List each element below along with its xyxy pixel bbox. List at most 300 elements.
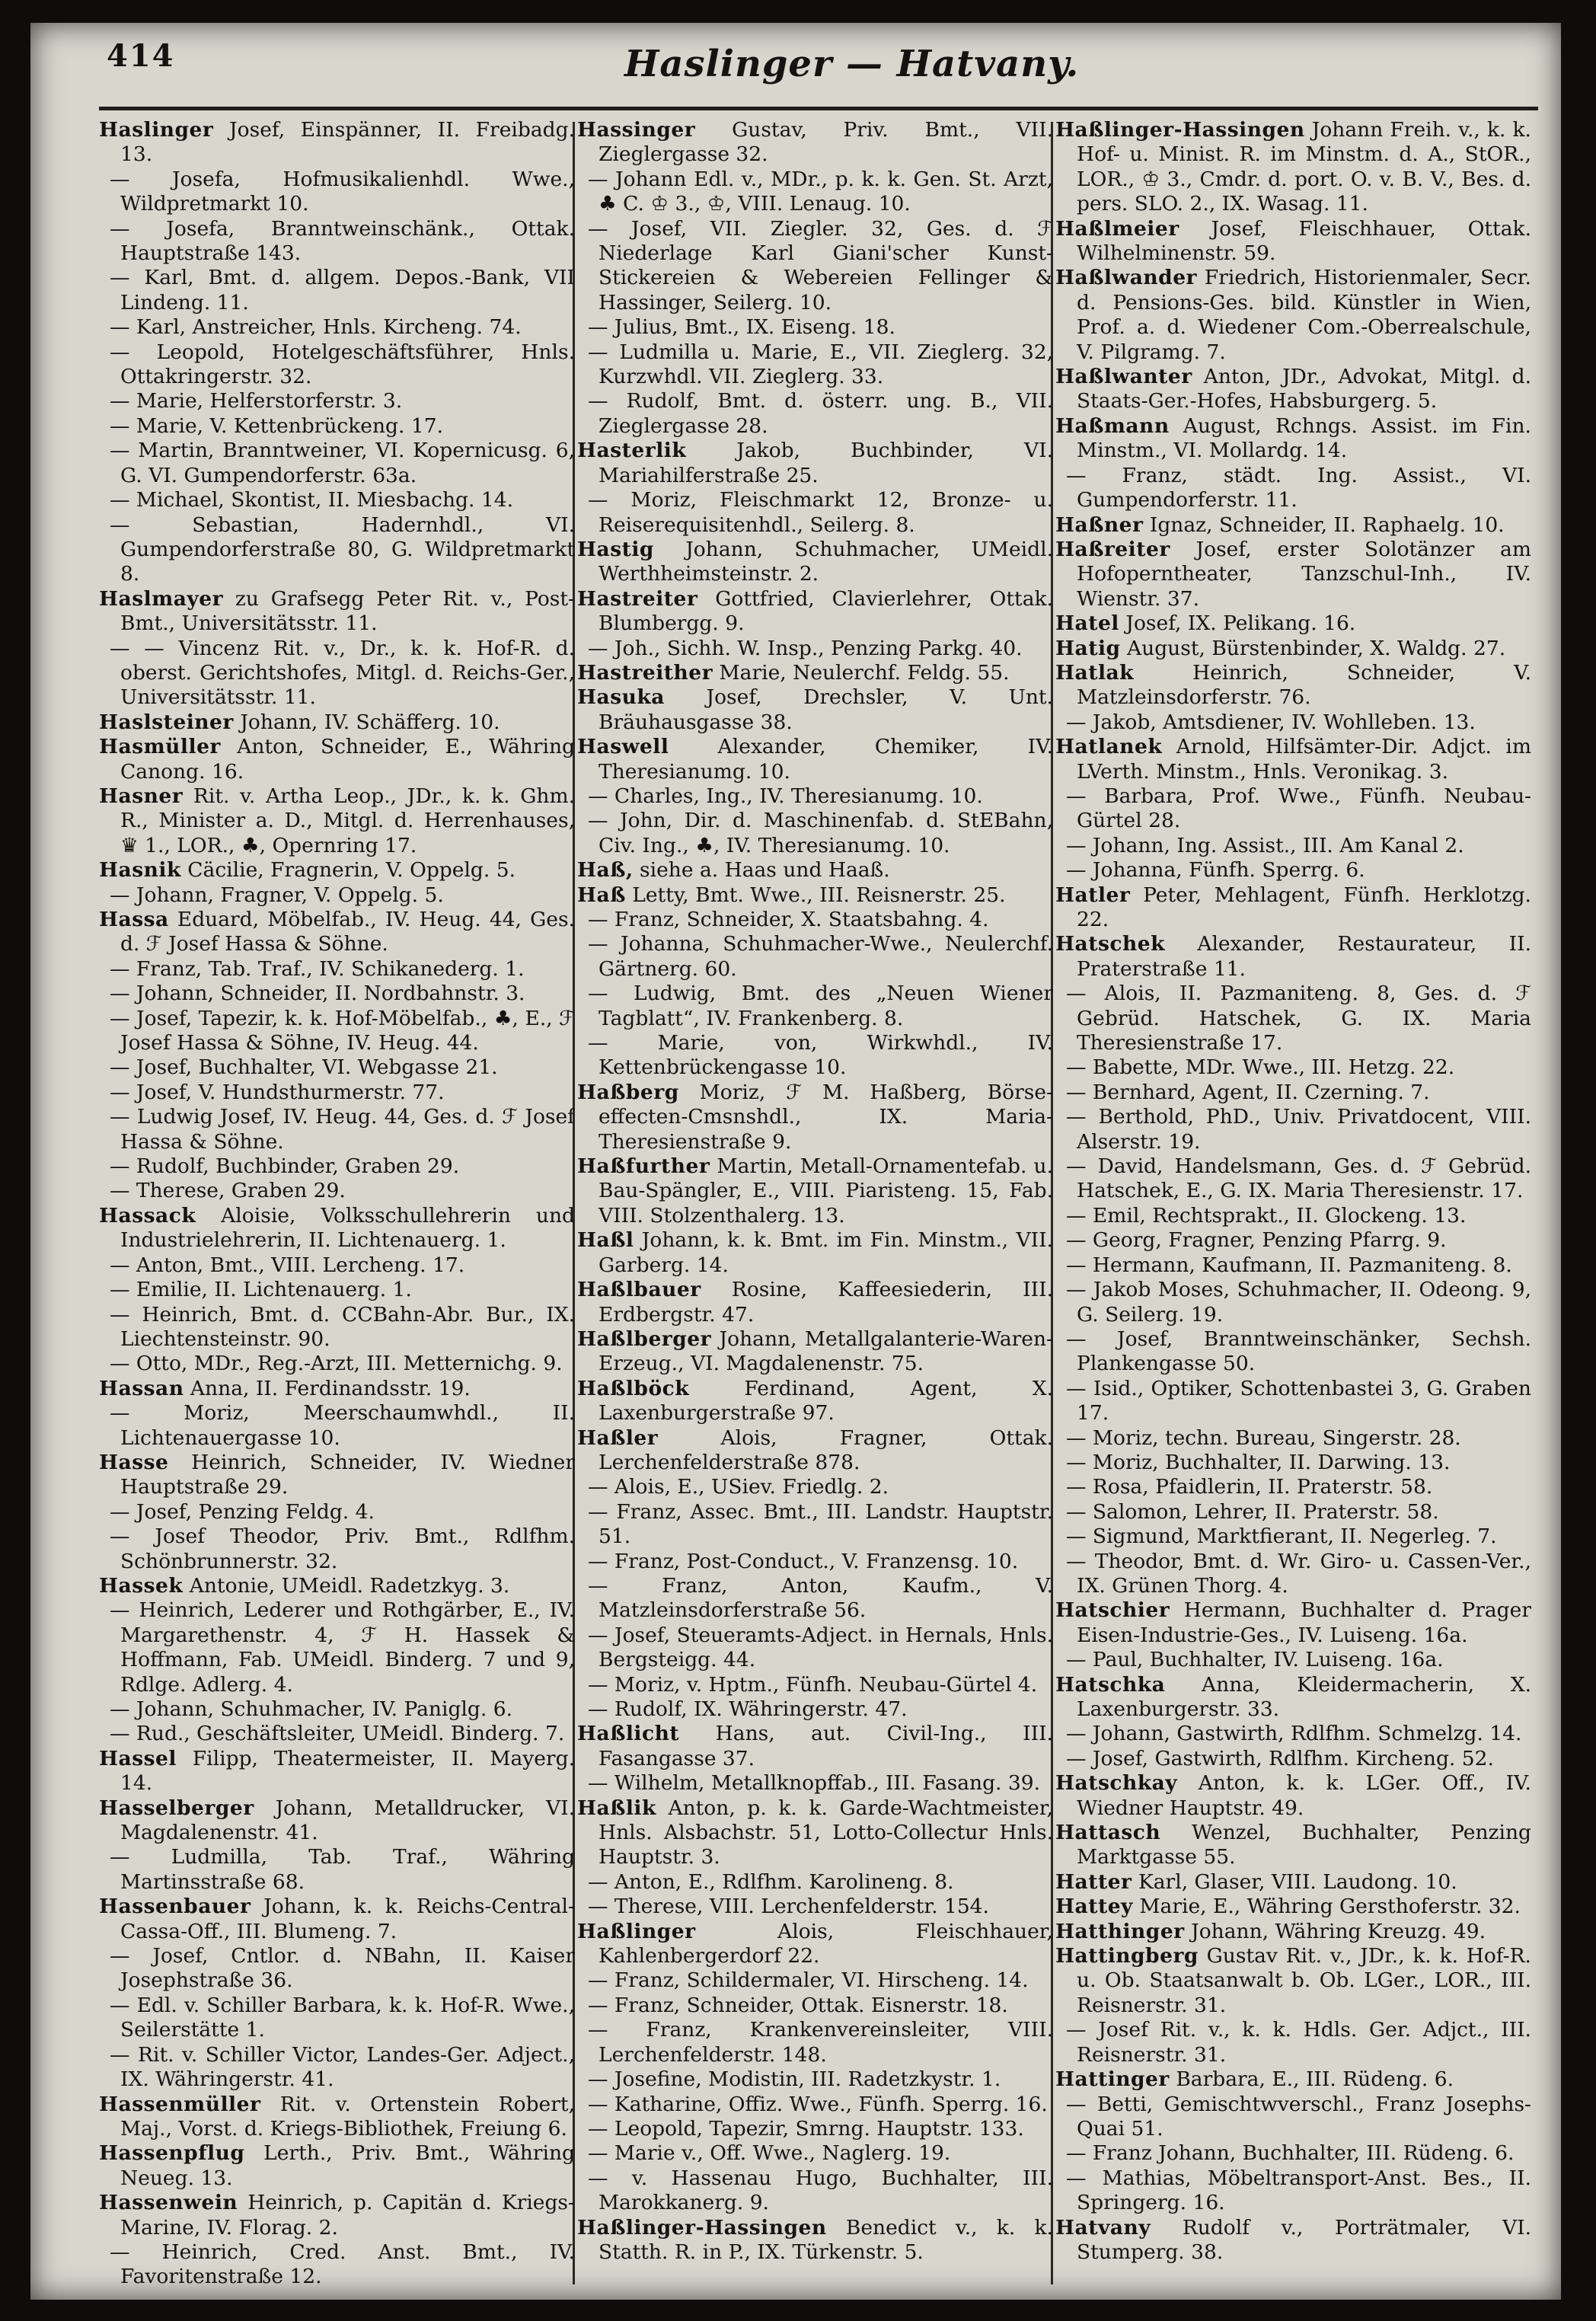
entry-surname: Haßberg: [577, 1080, 679, 1104]
directory-entry: [577, 1697, 1053, 1722]
entry-text: Aloisie, Volksschullehrerin und Industrielehrerin, II. Lichtenauerg. 1.: [120, 1203, 575, 1253]
directory-entry: [1055, 982, 1531, 1055]
directory-entry: [1055, 1327, 1531, 1377]
entry-surname: Hasner: [99, 784, 184, 808]
directory-entry: [577, 1475, 1053, 1499]
entry-text: — Franz, Tab. Traf., IV. Schikanederg. 1.: [110, 956, 525, 981]
entry-text: — Moriz, Meerschaumwhdl., II. Lichtenauergasse 10.: [110, 1401, 575, 1450]
entry-text: Ferdinand, Agent, X. Laxenburgerstraße 97.: [598, 1376, 1053, 1425]
entry-text: — Josef, V. Hundsthurmerstr. 77.: [110, 1080, 445, 1104]
directory-entry: [99, 118, 575, 168]
entry-surname: Hastreither: [577, 660, 713, 685]
entry-surname: Hassenwein: [99, 2191, 238, 2215]
directory-entry: [99, 735, 575, 784]
directory-entry: [1055, 1598, 1531, 1648]
directory-entry: [1055, 611, 1531, 636]
directory-entry: [1055, 1920, 1531, 1944]
entry-surname: Haßlmeier: [1055, 216, 1179, 241]
directory-entry: [577, 1771, 1053, 1796]
directory-entry: [99, 2240, 575, 2288]
directory-entry: [577, 168, 1053, 217]
entry-text: — Jakob Moses, Schuhmacher, II. Odeong. 9, G. Seilerg. 19.: [1066, 1278, 1531, 1327]
entry-text: — Heinrich, Lederer und Rothgärber, E., IV. Margarethenstr. 4, ℱ H. Hassek & Hoffmann, Fab. UMeidl. Binderg. 7 und 9, Rdlge. Adlerg. 4.: [110, 1598, 575, 1697]
directory-entry: [1055, 464, 1531, 513]
directory-entry: [99, 1944, 575, 1994]
entry-text: siehe a. Haas und Haaß.: [640, 858, 890, 883]
entry-surname: Hassack: [99, 1203, 196, 1228]
entry-text: Josef, IX. Pelikang. 16.: [1125, 611, 1356, 636]
entry-text: Heinrich, Schneider, IV. Wiedner Hauptstraße 29.: [120, 1450, 575, 1499]
entry-text: Gustav Rit. v., JDr., k. k. Hof-R. u. Ob. Staatsanwalt b. Ob. LGer., LOR., III. Reisnerstr. 31.: [1077, 1944, 1531, 2017]
entry-surname: Haslinger: [99, 118, 214, 142]
entry-text: — Heinrich, Bmt. d. CCBahn-Abr. Bur., IX. Liechtensteinstr. 90.: [110, 1302, 575, 1351]
entry-text: — Emilie, II. Lichtenauerg. 1.: [110, 1278, 412, 1302]
entry-text: Alexander, Restaurateur, II. Praterstraße 11.: [1077, 932, 1531, 981]
directory-entry: [1055, 1821, 1531, 1870]
entry-text: — Betti, Gemischtwverschl., Franz Josephs-Quai 51.: [1066, 2092, 1531, 2141]
entry-text: — Josef, Penzing Feldg. 4.: [110, 1499, 375, 1524]
entry-surname: Hasnik: [99, 858, 181, 883]
entry-text: — Salomon, Lehrer, II. Praterstr. 58.: [1066, 1499, 1439, 1524]
directory-entry: [1055, 2093, 1531, 2142]
directory-entry: [99, 587, 575, 637]
directory-entry: [1055, 1278, 1531, 1327]
entry-text: Heinrich, Schneider, V. Matzleinsdorferstr. 76.: [1077, 660, 1531, 710]
entry-text: — Johanna, Fünfh. Sperrg. 6.: [1066, 858, 1365, 883]
directory-entry: [577, 1994, 1053, 2018]
directory-entry: [99, 1598, 575, 1697]
directory-entry: [1055, 1944, 1531, 2018]
entry-text: — Jakob, Amtsdiener, IV. Wohlleben. 13.: [1066, 710, 1476, 734]
entry-text: Peter, Mehlagent, Fünfh. Herklotzg. 22.: [1077, 883, 1531, 931]
directory-entry: [1055, 1524, 1531, 1549]
directory-entry: [577, 2166, 1053, 2216]
directory-entry: [99, 1154, 575, 1179]
entry-text: — Leopold, Tapezir, Smrng. Hauptstr. 133.: [588, 2116, 1024, 2141]
directory-entry: [577, 439, 1053, 488]
directory-entry: [577, 340, 1053, 390]
directory-entry: [1055, 266, 1531, 365]
entry-surname: Hatlanek: [1055, 735, 1163, 759]
entry-text: — Isid., Optiker, Schottenbastei 3, G. Graben 17.: [1066, 1376, 1531, 1425]
entry-surname: Hatel: [1055, 611, 1119, 636]
entry-text: Wenzel, Buchhalter, Penzing Marktgasse 55.: [1077, 1821, 1531, 1869]
directory-entry: [99, 2043, 575, 2093]
directory-entry: [99, 1007, 575, 1056]
directory-entry: [1055, 2018, 1531, 2067]
entry-text: Anton, p. k. k. Garde-Wachtmeister, Hnls. Alsbachstr. 51, Lotto-Collectur Hnls. Hauptstr. 3.: [598, 1796, 1053, 1869]
entry-text: Benedict v., k. k. Statth. R. in P., IX. Türkenstr. 5.: [598, 2215, 1053, 2264]
entry-text: — Rudolf, IX. Währingerstr. 47.: [588, 1697, 908, 1721]
directory-entry: [99, 217, 575, 267]
entry-text: Cäcilie, Fragnerin, V. Oppelg. 5.: [187, 858, 516, 883]
entry-text: Rit. v. Artha Leop., JDr., k. k. Ghm. R., Minister a. D., Mitgl. d. Herrenhauses, ♛ 1., LOR., ♣, Opernring 17.: [120, 784, 575, 857]
entry-text: — Rit. v. Schiller Victor, Landes-Ger. Adject., IX. Währingerstr. 41.: [110, 2042, 575, 2092]
entry-surname: Haslsteiner: [99, 710, 234, 734]
directory-entry: [99, 439, 575, 488]
directory-entry: [1055, 1154, 1531, 1204]
entry-text: — Karl, Bmt. d. allgem. Depos.-Bank, VII Lindeng. 11.: [110, 266, 575, 314]
entry-surname: Hatthinger: [1055, 1919, 1185, 1943]
entry-text: — Barbara, Prof. Wwe., Fünfh. Neubau-Gürtel 28.: [1066, 784, 1531, 833]
directory-entry: [99, 2093, 575, 2142]
entry-text: — Josef, Cntlor. d. NBahn, II. Kaiser Josephstraße 36.: [110, 1944, 575, 1993]
entry-text: Hermann, Buchhalter d. Prager Eisen-Industrie-Ges., IV. Luiseng. 16a.: [1077, 1598, 1531, 1647]
entry-text: — Rudolf, Bmt. d. österr. ung. B., VII. Zieglergasse 28.: [588, 389, 1053, 438]
directory-entry: [99, 340, 575, 390]
entry-surname: Hasuka: [577, 685, 665, 710]
entry-text: — Berthold, PhD., Univ. Privatdocent, VIII. Alserstr. 19.: [1066, 1105, 1531, 1154]
directory-entry: [577, 809, 1053, 858]
directory-entry: [99, 982, 575, 1006]
directory-entry: [1055, 538, 1531, 611]
entry-text: — Johann, Gastwirth, Rdlfhm. Schmelzg. 14.: [1066, 1722, 1522, 1746]
entry-text: — Joh., Sichh. W. Insp., Penzing Parkg. 40.: [588, 636, 1023, 660]
directory-entry: [577, 1031, 1053, 1081]
directory-entry: [577, 1327, 1053, 1377]
directory-entry: [99, 1303, 575, 1352]
entry-text: Rudolf v., Porträtmaler, VI. Stumperg. 38.: [1077, 2215, 1531, 2264]
directory-entry: [1055, 883, 1531, 933]
entry-text: — Moriz, Buchhalter, II. Darwing. 13.: [1066, 1450, 1451, 1474]
entry-text: Filipp, Theatermeister, II. Mayerg. 14.: [120, 1746, 575, 1796]
entry-text: Johann, Metalldrucker, VI. Magdalenenstr. 41.: [120, 1796, 575, 1845]
entry-text: — Marie, Helferstorferstr. 3.: [110, 389, 403, 413]
directory-entry: [1055, 1550, 1531, 1599]
directory-entry: [577, 784, 1053, 809]
entry-surname: Hasselberger: [99, 1796, 254, 1820]
entry-text: — John, Dir. d. Maschinenfab. d. StEBahn, Civ. Ing., ♣, IV. Theresianumg. 10.: [588, 809, 1053, 857]
entry-surname: Hasse: [99, 1450, 169, 1474]
directory-entry: [577, 118, 1053, 168]
entry-text: Gustav, Priv. Bmt., VII. Zieglergasse 32.: [598, 118, 1053, 167]
entry-text: Antonie, UMeidl. Radetzkyg. 3.: [189, 1573, 510, 1598]
entry-surname: Haßlbauer: [577, 1278, 701, 1302]
entry-text: Alois, Fleischhauer, Kahlenbergerdorf 22.: [598, 1919, 1053, 1968]
directory-entry: [99, 1895, 575, 1944]
entry-text: — Alois, II. Pazmaniteng. 8, Ges. d. ℱ Gebrüd. Hatschek, G. IX. Maria Theresienstraße 17.: [1066, 982, 1531, 1055]
entry-surname: Hastig: [577, 537, 654, 561]
entry-text: — Franz, Krankenvereinsleiter, VIII. Lerchenfelderstr. 148.: [588, 2018, 1053, 2067]
directory-entry: [99, 414, 575, 439]
directory-entry: [1055, 1253, 1531, 1278]
directory-entry: [577, 858, 1053, 883]
directory-entry: [1055, 365, 1531, 414]
directory-entry: [577, 1081, 1053, 1154]
entry-surname: Haslmayer: [99, 586, 224, 611]
entry-text: Johann, IV. Schäfferg. 10.: [240, 710, 500, 734]
entry-text: — Josef, VII. Ziegler. 32, Ges. d. ℱ Niederlage Karl Giani'scher Kunst-Stickereien & Webereien Fellinger & Hassinger, Seilerg. 10.: [588, 216, 1053, 314]
directory-entry: [577, 1870, 1053, 1895]
directory-entry: [99, 1278, 575, 1302]
directory-entry: [99, 1994, 575, 2043]
entry-text: Lerth., Priv. Bmt., Währing Neueg. 13.: [120, 2141, 575, 2190]
entry-text: — Josefa, Hofmusikalienhdl. Wwe., Wildpretmarkt 10.: [110, 167, 575, 216]
entry-text: — Therese, Graben 29.: [110, 1179, 346, 1203]
directory-entry: [577, 2067, 1053, 2092]
directory-entry: [1055, 414, 1531, 464]
directory-entry: [1055, 1204, 1531, 1228]
entry-text: — Ludmilla, Tab. Traf., Währing Martinsstraße 68.: [110, 1845, 575, 1894]
entry-text: — Josef, Gastwirth, Rdlfhm. Kircheng. 52.: [1066, 1746, 1494, 1770]
entry-text: Gottfried, Clavierlehrer, Ottak. Blumbergg. 9.: [598, 586, 1053, 636]
directory-entry: [577, 1920, 1053, 1969]
entry-text: — Wilhelm, Metallknopffab., III. Fasang. 39.: [588, 1771, 1041, 1796]
directory-entry: [577, 661, 1053, 685]
entry-text: — Franz, Anton, Kaufm., V. Matzleinsdorferstraße 56.: [588, 1573, 1053, 1623]
column-3: [1055, 118, 1531, 2288]
entry-surname: Haß: [577, 883, 626, 907]
directory-entry: [1055, 1228, 1531, 1253]
entry-text: — Josef Theodor, Priv. Bmt., Rdlfhm. Schönbrunnerstr. 32.: [110, 1524, 575, 1573]
directory-entry: [1055, 1747, 1531, 1771]
entry-text: — Franz, Schneider, X. Staatsbahng. 4.: [588, 908, 989, 931]
entry-text: — Theodor, Bmt. d. Wr. Giro- u. Cassen-Ver., IX. Grünen Thorg. 4.: [1066, 1549, 1531, 1598]
directory-entry: [99, 1253, 575, 1278]
entry-text: — Paul, Buchhalter, IV. Luiseng. 16a.: [1066, 1648, 1444, 1672]
entry-text: — Franz, städt. Ing. Assist., VI. Gumpendorferstr. 11.: [1066, 463, 1531, 512]
entry-surname: Haßlinger-Hassingen: [1055, 118, 1305, 142]
entry-surname: Hattingberg: [1055, 1944, 1199, 1968]
entry-text: Marie, Neulerchf. Feldg. 55.: [719, 660, 1010, 685]
entry-text: — Marie v., Off. Wwe., Naglerg. 19.: [588, 2141, 951, 2166]
directory-entry: [99, 1574, 575, 1598]
directory-entry: [99, 883, 575, 908]
entry-text: — Anton, E., Rdlfhm. Karolineng. 8.: [588, 1869, 954, 1894]
entry-surname: Haßmann: [1055, 413, 1170, 438]
entry-text: — Josef, Buchhalter, VI. Webgasse 21.: [110, 1055, 498, 1080]
directory-entry: [1055, 858, 1531, 883]
directory-entry: [99, 315, 575, 340]
entry-surname: Hatlak: [1055, 660, 1135, 685]
directory-entry: [577, 1623, 1053, 1673]
directory-entry: [99, 710, 575, 735]
entry-text: — Johann, Ing. Assist., III. Am Kanal 2.: [1066, 833, 1464, 857]
entry-text: Johann, Schuhmacher, UMeidl. Werthheimsteinstr. 2.: [598, 537, 1053, 586]
entry-text: — Rudolf, Buchbinder, Graben 29.: [110, 1154, 460, 1179]
directory-entry: [99, 1524, 575, 1574]
directory-entry: [99, 957, 575, 982]
entry-text: — Franz, Schildermaler, VI. Hirscheng. 14.: [588, 1968, 1029, 1993]
entry-surname: Haßlberger: [577, 1327, 712, 1351]
entry-surname: Hattinger: [1055, 2067, 1170, 2092]
directory-entry: [99, 637, 575, 710]
entry-text: — Josef, Branntweinschänker, Sechsh. Plankengasse 50.: [1066, 1327, 1531, 1376]
entry-text: — Franz, Assec. Bmt., III. Landstr. Hauptstr. 51.: [588, 1499, 1053, 1549]
directory-entry: [99, 266, 575, 315]
directory-entry: [577, 908, 1053, 932]
entry-text: Johann, k. k. Reichs-Central-Cassa-Off., III. Blumeng. 7.: [120, 1895, 575, 1943]
entry-text: — Emil, Rechtsprakt., II. Glockeng. 13.: [1066, 1203, 1467, 1228]
directory-entry: [577, 2093, 1053, 2117]
entry-text: Josef, erster Solotänzer am Hofoperntheater, Tanzschul-Inh., IV. Wienstr. 37.: [1077, 537, 1531, 611]
entry-surname: Hassenmüller: [99, 2092, 261, 2116]
entry-surname: Hattasch: [1055, 1821, 1161, 1845]
directory-entry: [577, 1154, 1053, 1228]
entry-text: Rit. v. Ortenstein Robert, Maj., Vorst. d. Kriegs-Bibliothek, Freiung 6.: [120, 2092, 575, 2141]
entry-surname: Haßlik: [577, 1796, 656, 1820]
directory-entry: [1055, 1426, 1531, 1451]
directory-entry: [577, 315, 1053, 340]
directory-entry: [99, 1451, 575, 1500]
directory-entry: [99, 1055, 575, 1080]
directory-entry: [99, 1401, 575, 1451]
entry-text: — Heinrich, Cred. Anst. Bmt., IV. Favoritenstraße 12.: [110, 2240, 575, 2288]
directory-entry: [1055, 118, 1531, 217]
directory-entry: [99, 2191, 575, 2240]
entry-text: Anna, II. Ferdinandsstr. 19.: [190, 1376, 471, 1400]
directory-entry: [1055, 1648, 1531, 1672]
entry-surname: Haßreiter: [1055, 537, 1170, 561]
entry-text: Jakob, Buchbinder, VI. Mariahilferstraße 25.: [598, 439, 1053, 487]
entry-surname: Hassinger: [577, 118, 696, 142]
entry-text: Johann, Währing Kreuzg. 49.: [1191, 1919, 1486, 1943]
directory-entry: [99, 784, 575, 858]
directory-entry: [99, 1105, 575, 1154]
entry-text: Johann, k. k. Bmt. im Fin. Minstm., VII. Garberg. 14.: [598, 1228, 1053, 1277]
entry-text: — Mathias, Möbeltransport-Anst. Bes., II. Springerg. 16.: [1066, 2166, 1531, 2215]
entry-surname: Hatschka: [1055, 1672, 1166, 1697]
entry-surname: Haßner: [1055, 512, 1144, 537]
entry-text: — Babette, MDr. Wwe., III. Hetzg. 22.: [1066, 1055, 1455, 1080]
directory-entry: [1055, 2141, 1531, 2166]
directory-entry: [577, 982, 1053, 1031]
entry-text: Moriz, ℱ M. Haßberg, Börse-effecten-Cmsnshdl., IX. Maria-Theresienstraße 9.: [598, 1080, 1053, 1154]
directory-entry: [1055, 710, 1531, 735]
directory-entry: [99, 1352, 575, 1376]
directory-entry: [1055, 1771, 1531, 1821]
entry-text: Eduard, Möbelfab., IV. Heug. 44, Ges. d. ℱ Josef Hassa & Söhne.: [120, 908, 575, 956]
entry-text: Barbara, E., III. Rüdeng. 6.: [1176, 2067, 1454, 2092]
directory-entry: [99, 513, 575, 587]
entry-surname: Hatter: [1055, 1869, 1132, 1894]
entry-text: zu Grafsegg Peter Rit. v., Post-Bmt., Universitätsstr. 11.: [120, 586, 575, 636]
entry-text: — Franz, Schneider, Ottak. Eisnerstr. 18.: [588, 1993, 1008, 2017]
directory-entry: [99, 1845, 575, 1895]
directory-entry: [577, 1722, 1053, 1771]
directory-entry: [99, 858, 575, 883]
entry-text: — Moriz, Fleischmarkt 12, Bronze- u. Reiserequisitenhdl., Seilerg. 8.: [588, 488, 1053, 537]
directory-page: [30, 23, 1561, 2300]
entry-surname: Haßlböck: [577, 1376, 690, 1400]
entry-text: — Johanna, Schuhmacher-Wwe., Neulerchf. Gärtnerg. 60.: [588, 932, 1053, 981]
entry-surname: Haßfurther: [577, 1154, 710, 1179]
entry-surname: Hatschier: [1055, 1598, 1170, 1623]
entry-surname: Hatig: [1055, 636, 1121, 660]
entry-surname: Hatvany: [1055, 2215, 1151, 2240]
entry-surname: Hassenbauer: [99, 1895, 251, 1919]
entry-surname: Haswell: [577, 735, 669, 759]
entry-text: Alexander, Chemiker, IV. Theresianumg. 10.: [598, 735, 1053, 784]
entry-text: — Rosa, Pfaidlerin, II. Praterstr. 58.: [1066, 1475, 1433, 1499]
entry-surname: Haßlinger: [577, 1919, 696, 1943]
entry-text: — Hermann, Kaufmann, II. Pazmaniteng. 8.: [1066, 1253, 1512, 1277]
directory-entry: [577, 1228, 1053, 1278]
entry-text: — Julius, Bmt., IX. Eiseng. 18.: [588, 315, 895, 340]
entry-text: — Johann, Fragner, V. Oppelg. 5.: [110, 883, 444, 907]
directory-entry: [99, 1179, 575, 1203]
entry-text: — Leopold, Hotelgeschäftsführer, Hnls. Ottakringerstr. 32.: [110, 340, 575, 389]
entry-text: — Ludwig, Bmt. des „Neuen Wiener Tagblatt“, IV. Frankenberg. 8.: [588, 982, 1053, 1030]
entry-text: Rosine, Kaffeesiederin, III. Erdbergstr. 47.: [598, 1278, 1053, 1327]
directory-entry: [577, 1500, 1053, 1550]
directory-entry: [577, 488, 1053, 538]
directory-entry: [577, 685, 1053, 735]
directory-entry: [99, 2141, 575, 2191]
entry-text: — Sebastian, Hadernhdl., VI. Gumpendorferstraße 80, G. Wildpretmarkt 8.: [110, 512, 575, 586]
entry-surname: Haßlwanter: [1055, 365, 1192, 389]
entry-surname: Haßlinger-Hassingen: [577, 2215, 827, 2240]
directory-entry: [577, 932, 1053, 982]
entry-surname: Hassan: [99, 1376, 184, 1400]
entry-text: Anna, Kleidermacherin, X. Laxenburgerstr. 33.: [1077, 1672, 1531, 1721]
entry-surname: Hatschek: [1055, 932, 1165, 956]
entry-text: — Therese, VIII. Lerchenfelderstr. 154.: [588, 1895, 989, 1919]
entry-surname: Hattey: [1055, 1895, 1133, 1919]
directory-entry: [99, 389, 575, 413]
entry-text: — Georg, Fragner, Penzing Pfarrg. 9.: [1066, 1228, 1447, 1253]
directory-entry: [1055, 217, 1531, 267]
directory-entry: [99, 1722, 575, 1746]
entry-surname: Hasmüller: [99, 735, 221, 759]
entry-text: — Josef, Steueramts-Adject. in Hernals, Hnls. Bergsteigg. 44.: [588, 1623, 1053, 1672]
directory-entry: [1055, 1722, 1531, 1746]
directory-entry: [1055, 2067, 1531, 2092]
entry-text: — Ludmilla u. Marie, E., VII. Zieglerg. 32, Kurzwhdl. VII. Zieglerg. 33.: [588, 340, 1053, 389]
directory-entry: [99, 488, 575, 512]
entry-surname: Haßlwander: [1055, 266, 1198, 290]
entry-text: — Johann, Schuhmacher, IV. Paniglg. 6.: [110, 1697, 513, 1721]
entry-surname: Hasterlik: [577, 439, 687, 463]
entry-surname: Hassa: [99, 908, 169, 931]
page-number: 414: [107, 38, 175, 74]
entry-text: August, Bürstenbinder, X. Waldg. 27.: [1126, 636, 1506, 660]
entry-text: — Franz Johann, Buchhalter, III. Rüdeng. 6.: [1066, 2141, 1515, 2166]
directory-entry: [577, 2117, 1053, 2141]
directory-entry: [1055, 513, 1531, 538]
directory-entry: [577, 1278, 1053, 1327]
entry-text: — Anton, Bmt., VIII. Lercheng. 17.: [110, 1253, 465, 1277]
directory-entry: [577, 1550, 1053, 1574]
entry-surname: Haß,: [577, 858, 634, 883]
directory-entry: [577, 2216, 1053, 2265]
directory-entry: [1055, 1377, 1531, 1426]
directory-entry: [577, 587, 1053, 637]
entry-text: — Marie, von, Wirkwhdl., IV. Kettenbrückengasse 10.: [588, 1031, 1053, 1080]
running-header: Haslinger — Hatvany.: [624, 43, 1080, 85]
entry-text: — Michael, Skontist, II. Miesbachg. 14.: [110, 488, 513, 512]
entry-text: Anton, Schneider, E., Währing Canong. 16.: [120, 735, 575, 784]
entry-text: Karl, Glaser, VIII. Laudong. 10.: [1138, 1869, 1457, 1894]
entry-text: August, Rchngs. Assist. im Fin. Minstm., VI. Mollardg. 14.: [1077, 413, 1531, 463]
entry-text: Josef, Drechsler, V. Unt. Bräuhausgasse 38.: [598, 685, 1053, 734]
directory-entry: [99, 1204, 575, 1253]
directory-entry: [577, 2141, 1053, 2166]
entry-surname: Hatler: [1055, 883, 1131, 907]
entry-text: — Ludwig Josef, IV. Heug. 44, Ges. d. ℱ Josef Hassa & Söhne.: [110, 1105, 575, 1154]
entry-text: — Edl. v. Schiller Barbara, k. k. Hof-R. Wwe., Seilerstätte 1.: [110, 1993, 575, 2042]
entry-surname: Hassek: [99, 1573, 184, 1598]
entry-text: — Johann, Schneider, II. Nordbahnstr. 3.: [110, 982, 525, 1006]
directory-entry: [1055, 1870, 1531, 1895]
entry-text: — Alois, E., USiev. Friedlg. 2.: [588, 1475, 889, 1499]
directory-entry: [577, 217, 1053, 316]
entry-text: Josef, Fleischhauer, Ottak. Wilhelminenstr. 59.: [1077, 216, 1531, 266]
entry-text: Alois, Fragner, Ottak. Lerchenfelderstraße 878.: [598, 1425, 1053, 1474]
entry-text: Anton, k. k. LGer. Off., IV. Wiedner Hauptstr. 49.: [1077, 1771, 1531, 1820]
directory-entry: [577, 538, 1053, 587]
entry-text: — — Vincenz Rit. v., Dr., k. k. Hof-R. d. oberst. Gerichtshofes, Mitgl. d. Reichs-Ger., Universitätsstr. 11.: [110, 636, 575, 710]
